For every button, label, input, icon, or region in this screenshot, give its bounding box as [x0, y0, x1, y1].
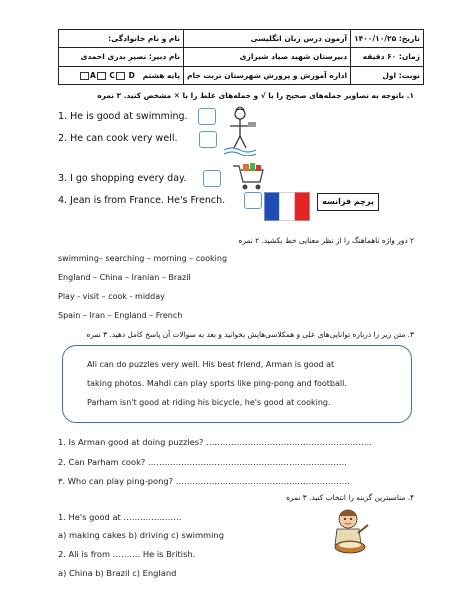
- mcq-question-2: 2. Ali is from ………. He is British.: [58, 549, 196, 559]
- word-list-1: swimming– searching – morning – cooking: [58, 254, 228, 263]
- section1-instruction: ۱. باتوجه به تصاویر جمله‌های صحیح را با √ و جمله‌های غلط را با ✕ مشخص کنید. ۲ نمره: [97, 91, 414, 100]
- reading-passage-box: [62, 345, 412, 423]
- french-flag-image: [264, 192, 310, 221]
- exam-turn-cell: نوبت: اول: [351, 66, 424, 84]
- grade-label: پایه هشتم: [142, 70, 181, 80]
- sentence-3: 3. I go shopping every day.: [58, 173, 187, 184]
- sentence-1: 1. He is good at swimming.: [58, 111, 188, 122]
- grade-cell: [59, 66, 184, 84]
- exam-title-cell: آزمون درس زبان انگلیسی: [184, 30, 351, 48]
- reading-question-3: ۳. Who can play ping-pong? ………………………………………………………: [58, 476, 350, 486]
- section2-instruction: ۲ دور واژه ناهماهنگ را از نظر معنایی خط بکشید. ۲ نمره: [238, 236, 414, 245]
- baking-boy-illustration: [328, 505, 372, 555]
- word-list-3: Play - visit – cook - midday: [58, 292, 165, 301]
- mcq-options-1: a) making cakes b) driving c) swimming: [58, 530, 224, 540]
- word-list-4: Spain – Iran – England – French: [58, 311, 183, 320]
- education-office-cell: اداره آموزش و پرورش شهرستان تربت جام: [184, 66, 351, 84]
- sentence-4: 4. Jean is from France. He's French.: [58, 195, 226, 206]
- option-a-label: A: [89, 70, 96, 80]
- flag-caption: پرچم فرانسه: [317, 193, 379, 211]
- section4-instruction: ۴. مناسبترین گزینه را انتخاب کنید. ۳ نمره: [286, 493, 414, 502]
- section3-instruction: ۳. متن زیر را درباره توانایی‌های علی و همکلاسی‌هایش بخوانید و بعد به سوالات آن پاسخ کامل دهید. ۳ نمره: [86, 330, 414, 339]
- school-name-cell: دبیرستان شهید صیاد شیرازی: [184, 48, 351, 66]
- word-list-2: England – China – Iranian – Brazil: [58, 273, 191, 282]
- option-d-label: D: [128, 70, 135, 80]
- option-a-checkbox[interactable]: [97, 72, 106, 80]
- answer-box-2[interactable]: [199, 131, 217, 148]
- shopping-cart-illustration: [230, 160, 266, 192]
- teacher-name-cell: نام دبیر: نصیر بدری احمدی: [59, 48, 184, 66]
- mcq-question-1: 1. He's good at …………………: [58, 512, 182, 522]
- sentence-2: 2. He can cook very well.: [58, 133, 178, 144]
- reading-question-1: 1. Is Arman good at doing puzzles? ……………………………………………………: [58, 437, 373, 447]
- swimmer-cook-illustration: [222, 104, 258, 156]
- student-name-cell: نام و نام خانوادگی:: [59, 30, 184, 48]
- answer-box-4[interactable]: [244, 192, 262, 209]
- passage-line-3: Parham isn't good at riding his bicycle, he's good at cooking.: [87, 398, 331, 407]
- duration-cell: زمان: ۶۰ دقیقه: [351, 48, 424, 66]
- passage-line-2: taking photos. Mahdi can play sports like ping-pong and football.: [87, 379, 347, 388]
- option-c-checkbox[interactable]: [116, 72, 125, 80]
- option-c-label: C: [109, 70, 115, 80]
- mcq-options-2: a) China b) Brazil c) England: [58, 568, 177, 578]
- passage-line-1: Ali can do puzzles very well. His best friend, Arman is good at: [87, 360, 335, 369]
- option-d-checkbox[interactable]: [80, 72, 89, 80]
- answer-box-1[interactable]: [198, 108, 216, 125]
- answer-box-3[interactable]: [203, 170, 221, 187]
- exam-date-cell: تاریخ: ۱۴۰۰/۱۰/۲۵: [351, 30, 424, 48]
- exam-header-table: [58, 29, 424, 85]
- reading-question-2: 2. Can Parham cook? ………………………………………………………………: [58, 457, 348, 467]
